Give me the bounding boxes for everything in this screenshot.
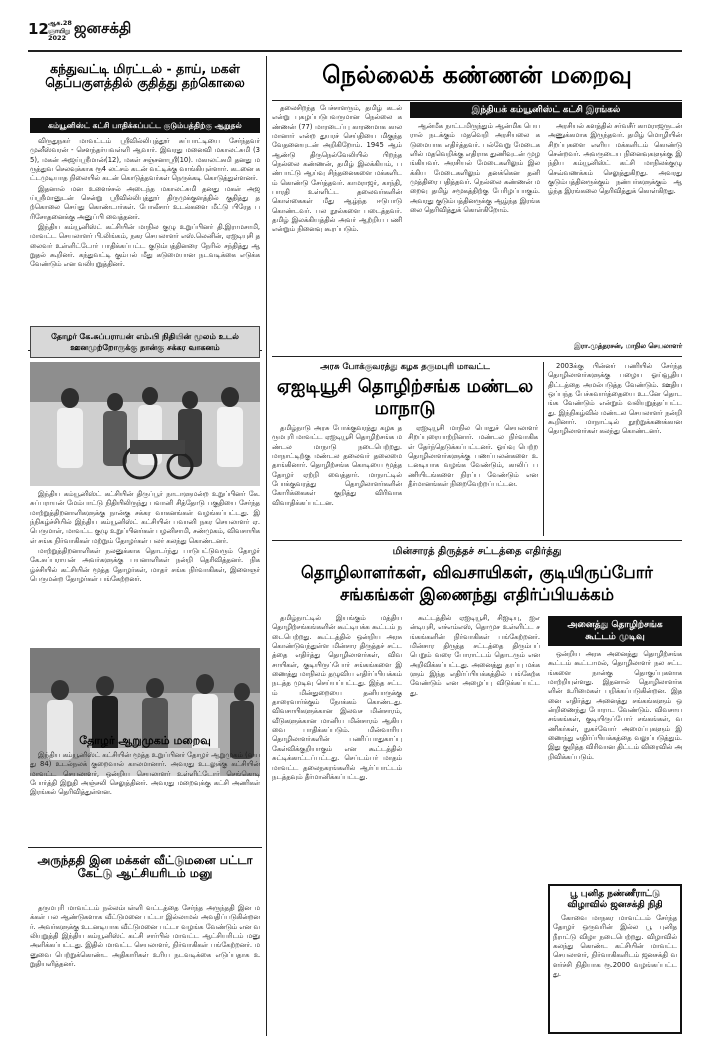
wheelchair-distribution-photo <box>30 362 260 486</box>
story6-col1: தமிழ்நாடு அரசு போக்குவரத்து கழக தருமபுரி மாவட்ட ஏஐடியூசி தொழிற்சங்க மண்டல மாநாடு நடைபெற்றது. மாநாட்டிற்கு மண்டல தலைவர் தலைமை தாங்கினார். தொழிற்சங்க கொடியை மூத்த தோழர் ஏற்றி வைத்தார். மாநாட்டில் போக்குவரத்து தொழிலாளர்களின் கோரிக்கைகள் குறித்து விரிவாக விவாதிக்கப்பட்டன. <box>272 424 402 507</box>
story6-headline: ஏஐடியூசி தொழிற்சங்க மண்டல மாநாடு <box>276 376 534 419</box>
story5-headline: நெல்லைக் கண்ணன் மறைவு <box>322 61 632 89</box>
story4-body: தருமபுரி மாவட்டம் நல்லம்பள்ளி வட்டத்தை சேர்ந்த அருந்ததி இன மக்கள் பல ஆண்டுகளாக வீட்டுமனை பட்டா இல்லாமல் அவதிப்படுகின்றனர். அவர்களுக்கு உடனடியாக வீட்டுமனை பட்டா வழங்க வேண்டும் என வலியுறுத்தி இந்திய கம்யூனிஸ்ட் கட்சி சார்பில் மாவட்ட ஆட்சியரிடம் மனு அளிக்கப்பட்டது. இதில் மாவட்ட செயலாளர், நிர்வாகிகள் பங்கேற்றனர். மனுவை பெற்றுக்கொண்ட அதிகாரிகள் உரிய நடவடிக்கை எடுப்பதாக உறுதியளித்தனர். <box>30 904 260 969</box>
story7-col3: ஒன்றிய அரசு அனைத்து தொழிற்சங்க கூட்டம் கூட்டாமல், தொழிலாளர் நல சட்டங்களை நான்கு தொகுப்புகளாக மாற்றியுள்ளது. இதனால் தொழிலாளர்களின் உரிமைகள் பறிக்கப்படுகின்றன. இதனை எதிர்த்து அனைத்து சங்கங்களும் ஒன்றிணைந்து போராட வேண்டும். விவசாய சங்கங்கள், குடியிருப்போர் சங்கங்கள், வணிகர்கள், நுகர்வோர் அமைப்புகளும் இணைந்து எதிர்ப்பியக்கத்தை வலுப்படுத்தும். இது குறித்த விரிவான திட்டம் விரைவில் அறிவிக்கப்படும். <box>548 650 682 761</box>
story7-headline: தொழிலாளர்கள், விவசாயிகள், குடியிருப்போர் சங்கங்கள் இணைந்து எதிர்ப்பியக்கம் <box>301 563 653 604</box>
page-header <box>28 18 682 46</box>
story7-kicker: மின்சாரத் திருத்தச் சட்டத்தை எதிர்த்து <box>392 546 562 557</box>
story5-col2: ஆன்மீக நாட்டமிருந்தும் ஆன்மிக பெயரால் நடக்கும் மதவெறி அரசியலை கடுமையாக எதிர்த்தவர். பல்வேறு மேடைகளில் மதவெறிக்கு எதிராக துணிவுடன் முழங்கியவர். அரசியல் மேடைகளிலும் இலக்கிய மேடைகளிலும் தனக்கென தனி முத்திரை பதித்தவர். நெல்லை கண்ணன் மறைவு தமிழ் சமூகத்திற்கு பேரிழப்பாகும். அவரது குடும்பத்தினருக்கு ஆழ்ந்த இரங்கலை தெரிவித்துக் கொள்கிறோம். <box>410 122 540 215</box>
story7-col2: கூட்டத்தில் ஏஐடியூசி, சிஐடியு, ஐஎன்டியுசி, எச்எம்எஸ், தொமுச உள்ளிட்ட சங்கங்களின் நிர்வாகிகள் பங்கேற்றனர். மின்சார திருத்த சட்டத்தை திரும்பப் பெறும் வரை போராட்டம் தொடரும் என அறிவிக்கப்பட்டது. அனைத்து தரப்பு மக்களும் இந்த எதிர்ப்பியக்கத்தில் பங்கேற்க வேண்டும் என அழைப்பு விடுக்கப்பட்டது. <box>410 614 540 697</box>
story1-headline: கந்துவட்டி மிரட்டல் - தாய், மகள் தெப்பகுளத்தில் குதித்து தற்கொலை <box>45 61 245 91</box>
story6-kicker: அரசு போக்குவரத்து கழக தருமபுரி மாவட்ட <box>320 362 490 372</box>
story2-body: இந்திய கம்யூனிஸ்ட் கட்சியின் திருப்பூர் நாடாளுமன்ற உறுப்பினர் கே.சுப்பராயன் மேம்பாட்டு நிதியிலிருந்து பவானி சித்தோடு பகுதியை சேர்ந்த மாற்றுத்திறனாளிகளுக்கு நான்கு சக்கர வாகனங்கள் வழங்கப்பட்டது. இந்நிகழ்ச்சியில் இந்திய கம்யூனிஸ்ட் கட்சியின் பவானி நகர செயலாளர் ஏ.பெருமாள், மாவட்ட குழு உறுப்பினர்கள் பழனிசாமி, சண்முகம், விவசாயிகள் சங்க நிர்வாகிகள் மற்றும் தோழர்கள் பலர் கலந்து கொண்டனர். மாற்றுத்திறனாளிகள் நலனுக்காக தொடர்ந்து பாடுபட்டுவரும் தோழர் கே.சுப்பராயன் அவர்களுக்கு பயனாளிகள் நன்றி தெரிவித்தனர். நிகழ்ச்சியில் கட்சியின் மூத்த தோழர்கள், மாதர் சங்க நிர்வாகிகள், இளைஞர் பெருமன்ற தோழர்கள் பங்கேற்றனர். <box>30 490 260 584</box>
story6-col2: ஏஐடியூசி மாநில பொதுச் செயலாளர் சிறப்புரையாற்றினார். மண்டல நிர்வாகிகள் தேர்ந்தெடுக்கப்பட்டனர். ஓய்வு பெற்ற தொழிலாளர்களுக்கு பணப்பலன்களை உடனடியாக வழங்க வேண்டும், காலிப் பணியிடங்களை நிரப்ப வேண்டும் என தீர்மானங்கள் நிறைவேற்றப்பட்டன. <box>408 424 538 489</box>
story1-subhead: கம்யூனிஸ்ட் கட்சி பாதிக்கப்பட்ட குடும்பத்திற்கு ஆறுதல் <box>30 118 260 133</box>
story3-body: இந்திய கம்யூனிஸ்ட் கட்சியின் மூத்த உறுப்பினர் தோழர் ஆறுமுகம் (வயது 84) உடல்நலக் குறைவால் காலமானார். அவரது உடலுக்கு கட்சியின் மாவட்ட செயலாளர், ஒன்றிய செயலாளர் உள்ளிட்டோர் செங்கொடி போர்த்தி இறுதி அஞ்சலி செலுத்தினர். அவரது மறைவுக்கு கட்சி அணிகள் இரங்கல் தெரிவித்துள்ளன. <box>30 751 260 797</box>
divider <box>272 100 682 101</box>
header-rule <box>28 50 682 52</box>
story7-col1: தமிழ்நாட்டில் இயங்கும் மத்திய தொழிற்சங்கங்களின் கூட்டியக்க கூட்டம் நடைபெற்றது. கூட்டத்தில் ஒன்றிய அரசு கொண்டுவந்துள்ள மின்சார திருத்தச் சட்டத்தை எதிர்த்து தொழிலாளர்கள், விவசாயிகள், குடியிருப்போர் சங்கங்களை இணைத்து மாநிலம் தழுவிய எதிர்ப்பியக்கம் நடத்த முடிவு செய்யப்பட்டது. இந்த சட்டம் மின்துறையை தனியாருக்கு தாரைவார்க்கும் நோக்கம் கொண்டது. விவசாயிகளுக்கான இலவச மின்சாரம், வீடுகளுக்கான மானிய மின்சாரம் ஆகியவை பாதிக்கப்படும். மின்வாரிய தொழிலாளர்களின் பணிப்பாதுகாப்பு கேள்விக்குறியாகும் என கூட்டத்தில் சுட்டிக்காட்டப்பட்டது. செப்டம்பர் மாதம் மாவட்ட தலைநகரங்களில் ஆர்ப்பாட்டம் நடத்தவும் தீர்மானிக்கப்பட்டது. <box>272 614 402 781</box>
story5-col3: அரசியல் களத்தில் சர்வசீர் காமராஜருடன் அணுக்கமாக இருந்தவர். தமிழ் மொழியின் சிறப்புகளை எளிய மக்களிடம் கொண்டு சென்றவர். அவருடைய நினைவுகளுக்கு இந்திய கம்யூனிஸ்ட் கட்சி மாநிலக்குழு செவ்வணக்கம் செலுத்துகிறது. அவரது குடும்பத்தினருக்கும் நண்பர்களுக்கும் ஆழ்ந்த இரங்கலை தெரிவித்துக் கொள்கிறது. <box>548 122 682 196</box>
newspaper-name: ஜனசக்தி <box>74 19 132 37</box>
story5-col1: தலைசிறந்த பேச்சாளரும், தமிழ் கடல் என்று புகழப்படுபவருமான நெல்லை கண்ணன் (77) மாரடைப்பு காரணமாக காலமானார் என்ற துயரச் செய்தியை மிகுந்த வேதனையுடன் அறிகிறோம். 1945 ஆம் ஆண்டு திருநெல்வேலியில் பிறந்த நெல்லை கண்ணன், தமிழ் இலக்கியம், பண்பாட்டு ஆய்வு சிந்தனைகளை மக்களிடம் கொண்டு சேர்த்தவர். காமராஜர், காந்தி, பாரதி உள்ளிட்ட தலைவர்களின் கொள்கைகள் மீது ஆழ்ந்த ஈடுபாடு கொண்டவர். பல நூல்களை படைத்தவர். தமிழ் இலக்கியத்தில் அவர் ஆற்றிய பணி என்றும் நினைவு கூரப்படும். <box>272 104 402 234</box>
story4-headline: அருந்ததி இன மக்கள் வீட்டுமனை பட்டா கேட்டு ஆட்சியரிடம் மனு <box>37 853 253 881</box>
story5-signature: இரா.முத்தரசன், மாநில செயலாளர் <box>574 342 682 350</box>
page-number: 12 <box>28 20 49 38</box>
divider <box>272 356 682 357</box>
story8-headline: பூ புனித நண்ணீராட்டு விழாவில் ஜனசக்தி நிதி <box>567 889 663 910</box>
left-column <box>28 56 262 1036</box>
date-block: ஆக.28 ஞாயிறு 2022 <box>48 19 72 42</box>
divider <box>28 847 262 848</box>
divider <box>272 540 682 541</box>
story8-body: கோவை மாநகர மாவட்டம் சேர்ந்த தோழர் ஒருவரின் இல்ல பூ புனித நீராட்டு விழா நடைபெற்றது. விழாவில் கலந்து கொண்ட கட்சியின் மாவட்ட செயலாளர், நிர்வாகிகளிடம் ஜனசக்தி வளர்ச்சி நிதியாக ரூ.2000 வழங்கப்பட்டது. <box>553 914 677 979</box>
story5-tag: இந்தியக் கம்யூனிஸ்ட் கட்சி இரங்கல் <box>410 102 682 118</box>
story3-headline: தோழர் ஆறுமுகம் மறைவு <box>79 734 211 747</box>
story7-tag: அனைத்து தொழிற்சங்க கூட்டம் முடிவு <box>548 616 682 646</box>
story8-box <box>548 884 682 1034</box>
column-divider <box>266 56 267 1036</box>
story2-headline: தோழர் கே.சுப்பராயன் எம்.பி நிதியின் மூலம் உடல் ஊனமுற்றோருக்கு நான்கு சக்கர வாகனம் <box>30 326 260 358</box>
story6-col3: 2003க்கு பின்னர் பணியில் சேர்ந்த தொழிலாளர்களுக்கு பழைய ஓய்வூதிய திட்டத்தை அமல்படுத்த வேண்டும். ஊதிய ஒப்பந்த பேச்சுவார்த்தையை உடனே தொடங்க வேண்டும் என்றும் வலியுறுத்தப்பட்டது. இந்நிகழ்வில் மண்டல செயலாளர் நன்றி கூறினார். மாநாட்டில் நூற்றுக்கணக்கான தொழிலாளர்கள் கலந்து கொண்டனர். <box>548 362 682 436</box>
divider <box>543 362 544 536</box>
story1-body: விருதுநகர் மாவட்டம் ஸ்ரீவில்லிபுத்தூர் சுப்பாட்டியை சேர்ந்தவர் முனீஸ்வரன் - சௌந்தர்யவள்ளி ஆவார். இவரது மனைவி மகாலட்சுமி (35), மகன் அஜய்ஸ்ரீமான்(12), மகள் சஞ்சனாஸ்ரீ(10). மகாலட்சுமி தனது மருத்துவ செலவுக்காக ரூ4 லட்சம் கடன் வட்டிக்கு வாங்கியுள்ளார். கடனை கட்டமுடியாத நிலையில் கடன் கொடுத்தவர்கள் நெருக்கடி கொடுத்துள்ளனர். இதனால் மன உளைச்சல் அடைந்த மகாலட்சுமி தனது மகள் அஜய்ஸ்ரீமானுடன் சென்று ஸ்ரீவில்லிபுத்தூர் திருமுக்குளத்தில் குதித்து தற்கொலை செய்து கொண்டார்கள். போலீசார் உடல்களை மீட்டு பிரேத பரிசோதனைக்கு அனுப்பி வைத்தனர். இந்திய கம்யூனிஸ்ட் கட்சியின் மாநில குழு உறுப்பினர் தி.இராமசாமி, மாவட்ட செயலாளர் பி.லிங்கம், நகர செயலாளர் எஸ்.லெனின், ஏஐடியுசி தலைவர் உள்ளிட்டோர் பாதிக்கப்பட்ட குடும்பத்தினரை நேரில் சந்தித்து ஆறுதல் கூறினர். கந்துவட்டி கும்பல் மீது கடுமையான நடவடிக்கை எடுக்க வேண்டும் என வலியுறுத்தினர். <box>30 137 260 269</box>
